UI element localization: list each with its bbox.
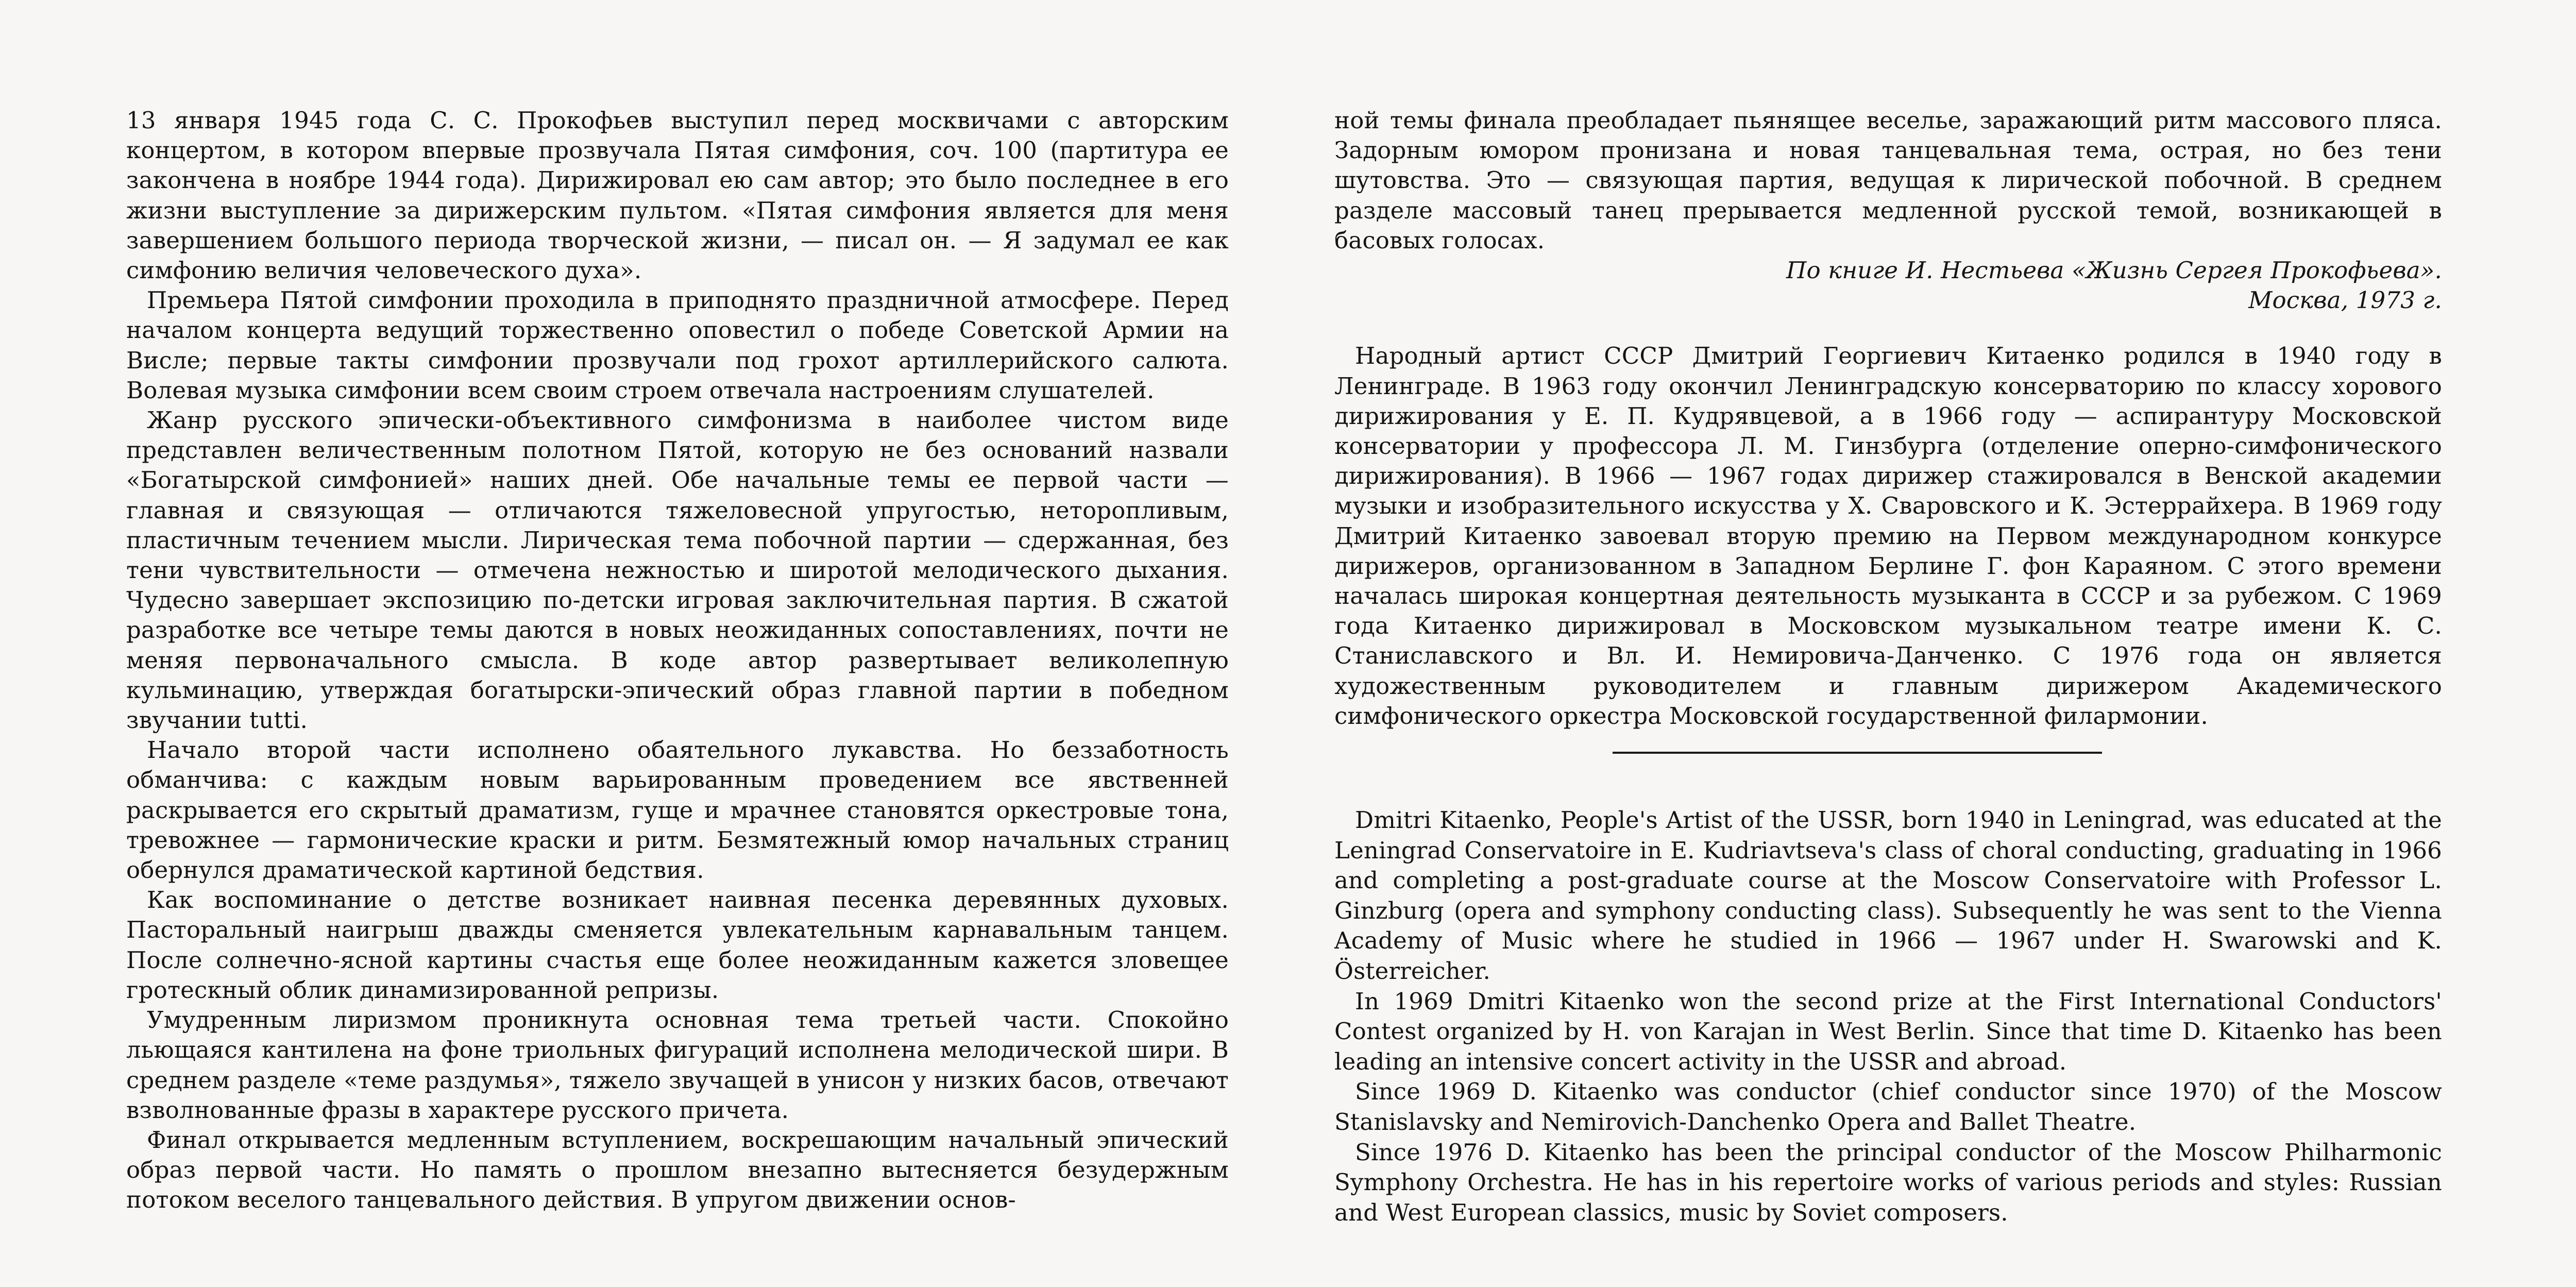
paragraph-biography-en-1: Dmitri Kitaenko, People's Artist of the USSR, born 1940 in Leningrad, was educated at the Leningrad Conservatoire in E. Kudriavtseva's class of choral conducting, graduating in 1966 and completing a post-graduate course at the Moscow Conservatoire with Professor L. Ginzburg (opera and symphony conducting class). Subsequently he was sent to the Vienna Academy of Music where he studied in 1966 — 1967 under H. Swarowski and K. Österreicher. — [1334, 806, 2442, 985]
source-credit-title: По книге И. Нестьева «Жизнь Сергея Прокофьева». — [1786, 257, 2442, 284]
paragraph-finale-continuation: ной темы финала преобладает пьянящее веселье, заражающий ритм массового пляса. Задорным юмором пронизана и новая танцевальная тема, острая, но без тени шутовства. Это — связующая партия, ведущая к лирической побочной. В среднем разделе массовый танец прерывается медленной русской темой, возникающей в басовых голосах. — [1334, 107, 2442, 254]
paragraph-biography-en-4: Since 1976 D. Kitaenko has been the principal conductor of the Moscow Philharmonic Symphony Orchestra. He has in his repertoire works of various periods and styles: Russian and West European classics, music by Soviet composers. — [1334, 1138, 2442, 1226]
source-credit-place: Москва, 1973 г. — [2248, 286, 2442, 314]
right-column — [1334, 106, 2442, 1228]
russian-text-block — [1334, 106, 2442, 731]
spacer — [1334, 315, 2442, 341]
paragraph-third-movement: Умудренным лиризмом проникнута основная тема третьей части. Спокойно льющаяся кантилена на фоне триольных фигураций исполнена мелодической шири. В среднем разделе «теме раздумья», тяжело звучащей в унисон у низких басов, отвечают взволнованные фразы в характере русского причета. — [126, 1006, 1229, 1124]
paragraph-biography-en-2: In 1969 Dmitri Kitaenko won the second prize at the First International Conductors' Contest organized by H. von Karajan in West Berlin. Since that time D. Kitaenko has been leading an intensive concert activity in the USSR and abroad. — [1334, 987, 2442, 1075]
left-column — [126, 106, 1229, 1215]
paragraph-premiere-atmosphere: Премьера Пятой симфонии проходила в приподнято праздничной атмосфере. Перед началом концерта ведущий торжественно оповестил о победе Советской Армии на Висле; первые такты симфонии прозвучали под грохот артиллерийского салюта. Волевая музыка симфонии всем своим строем отвечала настроениям слушателей. — [126, 286, 1229, 404]
paragraph-finale-start: Финал открывается медленным вступлением, воскрешающим начальный эпический образ первой части. Но память о прошлом внезапно вытесняется безудержным потоком веселого танцевального действия. В упругом движении основ- — [126, 1126, 1229, 1214]
paragraph-first-movement: Жанр русского эпически-объективного симфонизма в наиболее чистом виде представлен величественным полотном Пятой, которую не без оснований назвали «Богатырской симфонией» наших дней. Обе начальные темы ее первой части — главная и связующая — отличаются тяжеловесной упругостью, неторопливым, пластичным течением мысли. Лирическая тема побочной партии — сдержанная, без тени чувствительности — отмечена нежностью и широтой мелодического дыхания. Чудесно завершает экспозицию по-детски игровая заключительная партия. В сжатой разработке все четыре темы даются в новых неожиданных сопоставлениях, почти не меняя первоначального смысла. В коде автор развертывает великолепную кульминацию, утверждая богатырски-эпический образ главной партии в победном звучании tutti. — [126, 407, 1229, 734]
paragraph-second-movement: Начало второй части исполнено обаятельного лукавства. Но беззаботность обманчива: с каждым новым варьированным проведением все явственней раскрывается его скрытый драматизм, гуще и мрачнее становятся оркестровые тона, тревожнее — гармонические краски и ритм. Безмятежный юмор начальных страниц обернулся драматической картиной бедствия. — [126, 736, 1229, 884]
paragraph-woodwind-song: Как воспоминание о детстве возникает наивная песенка деревянных духовых. Пасторальный наигрыш дважды сменяется увлекательным карнавальным танцем. После солнечно-ясной картины счастья еще более неожиданным кажется зловещее гротескный облик динамизированной репризы. — [126, 886, 1229, 1004]
english-text-block — [1334, 805, 2442, 1228]
section-divider — [1613, 752, 2102, 754]
paragraph-premiere-concert: 13 января 1945 года С. С. Прокофьев выступил перед москвичами с авторским концертом, в котором впервые прозвучала Пятая симфония, соч. 100 (партитура ее закончена в ноябре 1944 года). Дирижировал ею сам автор; это было последнее в его жизни выступление за дирижерским пультом. «Пятая симфония является для меня завершением большого периода творческой жизни, — писал он. — Я задумал ее как симфонию величия человеческого духа». — [126, 107, 1229, 284]
paragraph-biography-ru: Народный артист СССР Дмитрий Георгиевич Китаенко родился в 1940 году в Ленинграде. В 1963 году окончил Ленинградскую консерваторию по классу хорового дирижирования у Е. П. Кудрявцевой, а в 1966 году — аспирантуру Московской консерватории у профессора Л. М. Гинзбурга (отделение оперно-симфонического дирижирования). В 1966 — 1967 годах дирижер стажировался в Венской академии музыки и изобразительного искусства у Х. Сваровского и К. Эстеррайхера. В 1969 году Дмитрий Китаенко завоевал вторую премию на Первом международном конкурсе дирижеров, организованном в Западном Берлине Г. фон Караяном. С этого времени началась широкая концертная деятельность музыканта в СССР и за рубежом. С 1969 года Китаенко дирижировал в Московском музыкальном театре имени К. С. Станиславского и Вл. И. Немировича-Данченко. С 1976 года он является художественным руководителем и главным дирижером Академического симфонического оркестра Московской государственной филармонии. — [1334, 342, 2442, 730]
paragraph-biography-en-3: Since 1969 D. Kitaenko was conductor (chief conductor since 1970) of the Moscow Stanislavsky and Nemirovich-Danchenko Opera and Ballet Theatre. — [1334, 1078, 2442, 1136]
